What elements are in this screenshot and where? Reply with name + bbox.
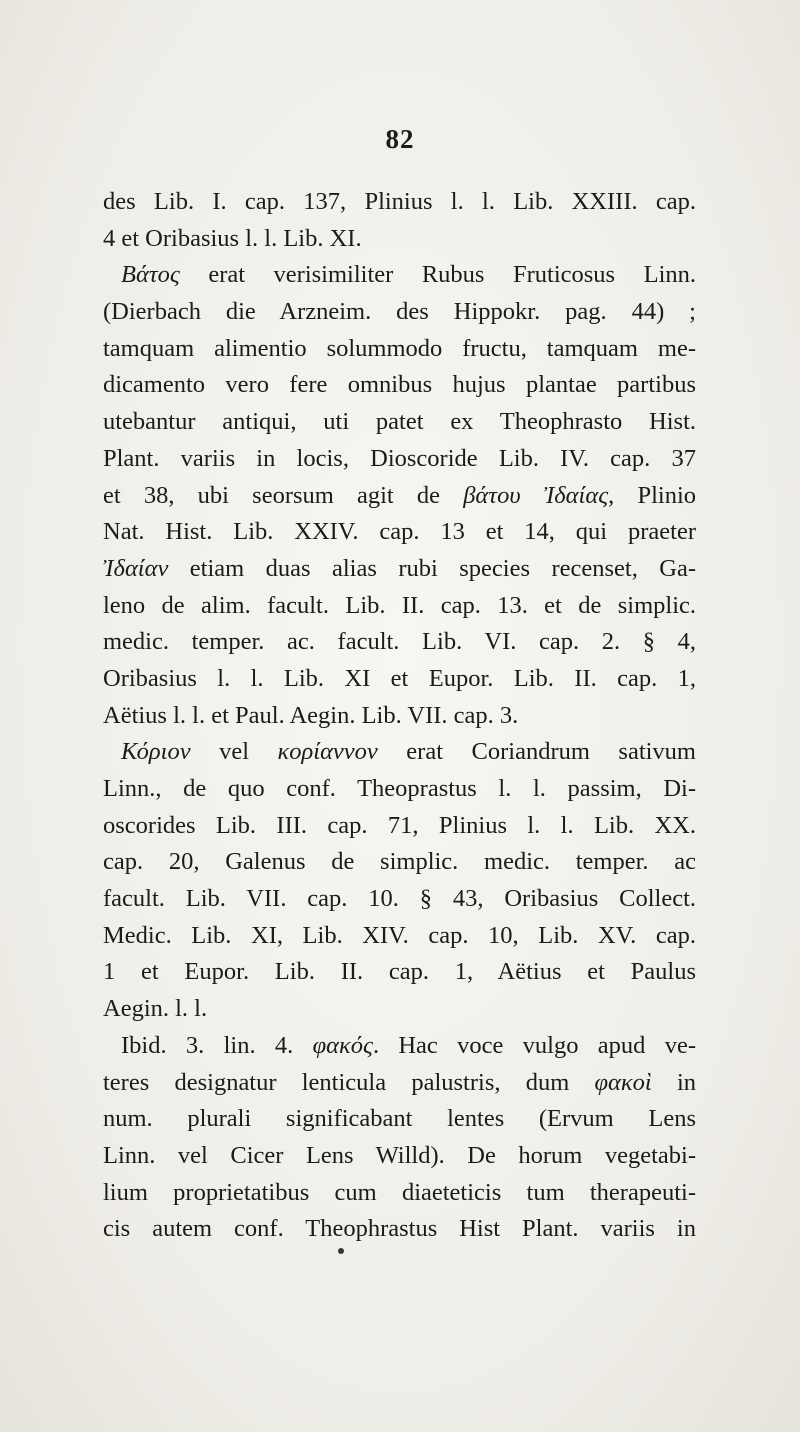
text-segment: medic. temper. ac. facult. Lib. VI. cap. 2. § 4, — [103, 628, 696, 656]
text-line — [103, 1065, 696, 1102]
text-segment: facult. Lib. VII. cap. 10. § 43, Oribasius Collect. — [103, 885, 696, 913]
text-line — [103, 478, 696, 515]
text-segment: Oribasius l. l. Lib. XI et Eupor. Lib. II. cap. 1, — [103, 664, 696, 692]
text-segment: in — [651, 1068, 696, 1096]
text-segment: cap. 20, Galenus de simplic. medic. temper. ac — [103, 848, 696, 876]
text-line — [103, 808, 696, 845]
text-segment: Medic. Lib. XI, Lib. XIV. cap. 10, Lib. XV. cap. — [103, 921, 696, 949]
greek-term: βάτου Ἰδαίας — [463, 481, 609, 509]
text-line — [103, 404, 696, 441]
text-line — [103, 551, 696, 588]
page-number: 82 — [385, 124, 415, 154]
text-line — [103, 661, 696, 698]
text-segment: Aegin. l. l. — [103, 995, 208, 1023]
text-line — [103, 771, 696, 808]
text-line — [103, 294, 696, 331]
text-segment: erat verisimiliter Rubus Fruticosus Linn. — [179, 261, 696, 289]
greek-term: Κόριον — [121, 738, 191, 766]
text-segment: cis autem conf. Theophrastus Hist Plant. variis in — [103, 1215, 696, 1243]
text-segment: et 38, ubi seorsum agit de — [103, 481, 464, 509]
text-segment: Linn., de quo conf. Theoprastus l. l. passim, Di- — [103, 775, 696, 802]
text-segment: teres designatur lenticula palustris, dum — [103, 1068, 595, 1096]
body-text — [103, 184, 696, 1248]
text-line — [103, 514, 696, 551]
text-segment: . Hac voce vulgo apud ve- — [372, 1031, 696, 1059]
text-segment: tamquam alimentio solummodo fructu, tamquam me- — [103, 334, 696, 362]
text-line — [103, 331, 696, 368]
text-segment: dicamento vero fere omnibus hujus plantae partibus — [103, 371, 696, 399]
text-segment: Nat. Hist. Lib. XXIV. cap. 13 et 14, qui praeter — [103, 518, 696, 546]
text-line — [103, 734, 696, 771]
text-line — [103, 991, 696, 1028]
text-line — [103, 1138, 696, 1175]
text-segment: , Plinio — [608, 481, 696, 509]
text-line — [103, 624, 696, 661]
text-line — [103, 441, 696, 478]
text-segment: Plant. variis in locis, Dioscoride Lib. IV. cap. 37 — [103, 444, 696, 472]
text-line — [103, 184, 696, 221]
text-segment: (Dierbach die Arzneim. des Hippokr. pag. 44) ; — [103, 298, 696, 326]
text-segment: 4 et Oribasius l. l. Lib. XI. — [103, 224, 362, 252]
greek-term: φακός — [312, 1031, 373, 1059]
text-line — [103, 698, 696, 735]
text-segment: leno de alim. facult. Lib. II. cap. 13. et de simplic. — [103, 591, 696, 619]
text-line — [103, 367, 696, 404]
text-segment: etiam duas alias rubi species recenset, Ga- — [168, 554, 696, 582]
text-segment: 1 et Eupor. Lib. II. cap. 1, Aëtius et Paulus — [103, 958, 696, 986]
footer-mark — [338, 1248, 344, 1254]
text-segment: lium proprietatibus cum diaeteticis tum therapeuti- — [103, 1178, 696, 1206]
greek-term: κορίαννον — [277, 738, 378, 766]
text-line — [103, 881, 696, 918]
text-line — [103, 844, 696, 881]
text-line — [103, 1175, 696, 1212]
text-line — [103, 1028, 696, 1065]
text-segment: Ibid. 3. lin. 4. — [121, 1031, 313, 1059]
text-segment: Aëtius l. l. et Paul. Aegin. Lib. VII. cap. 3. — [103, 701, 519, 729]
text-segment: oscorides Lib. III. cap. 71, Plinius l. l. Lib. XX. — [103, 811, 696, 839]
text-segment: utebantur antiqui, uti patet ex Theophrasto Hist. — [103, 408, 696, 436]
text-line — [103, 257, 696, 294]
greek-term: φακοὶ — [594, 1068, 652, 1096]
greek-term: Ἰδαίαν — [103, 554, 169, 582]
text-segment: vel — [190, 738, 278, 766]
greek-term: Βάτος — [121, 261, 180, 289]
text-segment: Linn. vel Cicer Lens Willd). De horum vegetabi- — [103, 1141, 696, 1169]
text-segment: num. plurali significabant lentes (Ervum Lens — [103, 1105, 696, 1133]
text-line — [103, 588, 696, 625]
text-line — [103, 954, 696, 991]
text-segment: erat Coriandrum sativum — [377, 738, 696, 766]
text-line — [103, 221, 696, 258]
text-line — [103, 1211, 696, 1248]
text-segment: des Lib. I. cap. 137, Plinius l. l. Lib. XXIII. cap. — [103, 188, 696, 215]
text-line — [103, 918, 696, 955]
text-line — [103, 1101, 696, 1138]
